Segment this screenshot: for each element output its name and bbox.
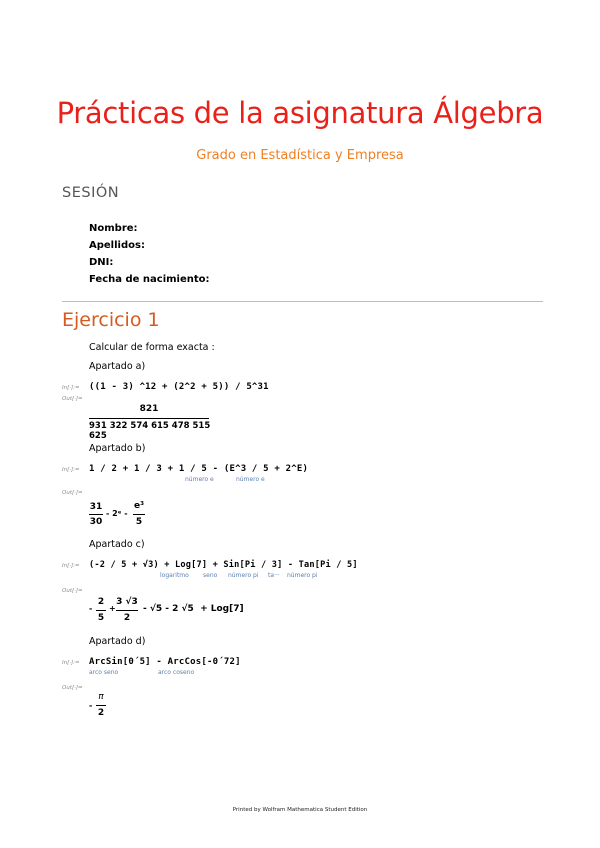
in-label: In[·]:= (62, 660, 80, 666)
out-label: Out[·]= (62, 685, 83, 691)
fraction-bar (116, 610, 138, 611)
fraction-bar (89, 514, 103, 515)
hint-numero-e[interactable]: número e (236, 476, 265, 483)
part-d-input[interactable]: ArcSin[0´5] - ArcCos[-0´72] (89, 657, 241, 667)
part-b-label: Apartado b) (89, 443, 146, 454)
session-heading: SESIÓN (62, 185, 120, 201)
in-label: In[·]:= (62, 563, 80, 569)
footer-note: Printed by Wolfram Mathematica Student Edition (232, 807, 368, 813)
frac-den: 30 (89, 517, 103, 527)
out-label: Out[·]= (62, 396, 83, 402)
part-a-denominator: 931 322 574 615 478 515 625 (89, 421, 211, 441)
hint-arco-seno[interactable]: arco seno (89, 669, 119, 676)
hint-numero-pi[interactable]: número pi (287, 572, 318, 579)
part-d-label: Apartado d) (89, 636, 146, 647)
hint-arco-coseno[interactable]: arco coseno (158, 669, 195, 676)
out-label: Out[·]= (62, 588, 83, 594)
field-apellidos: Apellidos: (89, 240, 145, 251)
in-label: In[·]:= (62, 385, 80, 391)
part-b-input[interactable]: 1 / 2 + 1 / 3 + 1 / 5 - (E^3 / 5 + 2^E) (89, 464, 309, 474)
part-c-label: Apartado c) (89, 539, 145, 550)
part-a-input[interactable]: ((1 - 3) ^12 + (2^2 + 5)) / 5^31 (89, 382, 269, 392)
hint-numero-pi[interactable]: número pi (228, 572, 259, 579)
fraction-bar (133, 514, 145, 515)
field-nombre: Nombre: (89, 223, 138, 234)
frac-num: 31 (89, 502, 103, 512)
field-fecha-nacimiento: Fecha de nacimiento: (89, 274, 210, 285)
out-label: Out[·]= (62, 490, 83, 496)
fraction-bar (96, 610, 106, 611)
in-label: In[·]:= (62, 467, 80, 473)
hint-seno[interactable]: seno (203, 572, 218, 579)
hint-logaritmo[interactable]: logaritmo (160, 572, 189, 579)
frac-den: 2 (97, 708, 105, 718)
part-a-label: Apartado a) (89, 361, 146, 372)
exercise-intro: Calcular de forma exacta : (89, 342, 215, 353)
fraction-bar (96, 705, 106, 706)
frac-num: π (98, 692, 104, 702)
exercise-title: Ejercicio 1 (62, 309, 160, 331)
frac-den: 5 (97, 613, 105, 623)
frac-den: 2 (123, 613, 131, 623)
out-rest: - √5 - 2 √5 + Log[7] (143, 604, 244, 614)
page-subtitle: Grado en Estadística y Empresa (196, 148, 404, 163)
part-c-input[interactable]: (-2 / 5 + √3) + Log[7] + Sin[Pi / 3] - Tan[Pi / 5] (89, 560, 358, 570)
field-dni: DNI: (89, 257, 114, 268)
frac-den: 5 (135, 517, 143, 527)
frac-num: 2 (97, 597, 105, 607)
page-title: Prácticas de la asignatura Álgebra (56, 96, 544, 130)
out-middle: - 2ᵉ - (106, 509, 128, 518)
hint-numero-e[interactable]: número e (185, 476, 214, 483)
minus-sign: - (89, 701, 93, 710)
hint-tangente[interactable]: ta··· (268, 572, 280, 579)
plus-sign: + (109, 604, 116, 613)
fraction-bar (89, 418, 209, 419)
section-divider (62, 301, 543, 302)
frac-num: 3 √3 (116, 597, 138, 607)
part-a-numerator: 821 (139, 404, 159, 414)
frac-num: e³ (133, 501, 145, 511)
minus-sign: - (89, 604, 93, 613)
